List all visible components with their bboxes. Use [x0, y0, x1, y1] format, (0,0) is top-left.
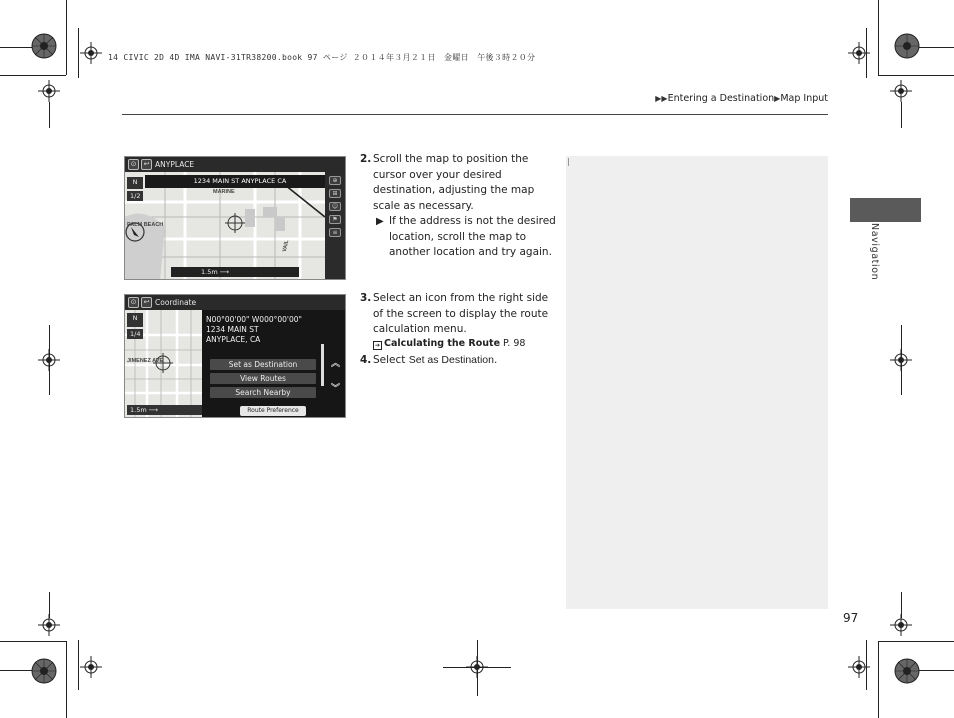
crop-mark [49, 102, 50, 128]
step-3-text: Select an icon from the right side of the screen to display the route calculation menu. [373, 292, 549, 335]
scroll-down-icon[interactable]: ︾ [331, 384, 341, 394]
breadcrumb-arrows: ▶▶ [655, 94, 668, 103]
step-4-text [360, 353, 555, 369]
step-4-number: 4. [360, 354, 372, 366]
scroll-up-icon[interactable]: ︽ [331, 359, 341, 369]
map2-scale-top [127, 329, 143, 339]
breadcrumb-part2[interactable]: Map Input [780, 93, 828, 104]
scale-bar-2-unit: m [140, 406, 147, 414]
map2-scale-top-value: 1/4 [130, 330, 141, 338]
crop-mark [78, 28, 79, 78]
map-label-palm-beach: PALM BEACH [127, 222, 164, 228]
registration-mark-icon [848, 656, 870, 678]
back-icon[interactable]: ↩ [141, 159, 152, 170]
cross-reference[interactable] [373, 338, 525, 350]
screen1-title: ANYPLACE [155, 160, 195, 169]
scale-bar-2-value: 1.5 [130, 406, 141, 414]
registration-mark-icon [38, 80, 60, 102]
step-2-text: Scroll the map to position the cursor over your desired destination, adjusting the map scale as necessary. [373, 153, 535, 212]
map-label-vail: VAIL [281, 239, 291, 253]
search-nearby-button[interactable]: Search Nearby [210, 387, 316, 398]
note-panel [566, 156, 828, 609]
map-tool-icon-3[interactable]: ☺ [329, 202, 341, 211]
step-4-bold: Set as Destination [408, 354, 494, 366]
page-number: 97 [843, 611, 859, 625]
map-menu-icon[interactable]: ⊙ [128, 159, 139, 170]
back-icon-2[interactable]: ↩ [141, 297, 152, 308]
step-4-suffix: . [493, 354, 498, 366]
step-2-number: 2. [360, 153, 372, 165]
registration-mark-icon [38, 614, 60, 636]
map-tool-icon-4[interactable]: ⚑ [329, 215, 341, 224]
scale-bar-2: 1.5m ⟶ [127, 405, 203, 415]
map-tool-icon-2[interactable]: ⊞ [329, 189, 341, 198]
color-target-icon [31, 658, 57, 684]
crop-mark [66, 641, 67, 718]
coordinate-line-3: ANYPLACE, CA [206, 335, 261, 344]
map-scale-top [127, 191, 143, 201]
crop-mark [477, 640, 478, 696]
crop-mark [0, 75, 66, 76]
crop-mark [901, 325, 902, 395]
color-target-icon [894, 658, 920, 684]
scale-bar-1-unit: m [211, 268, 218, 276]
map-tool-icon-1[interactable]: ⊕ [329, 176, 341, 185]
step-3 [360, 291, 555, 338]
map-label-marine: MARINE [213, 189, 235, 195]
cross-reference-page: P. 98 [503, 338, 526, 349]
registration-mark-icon [848, 42, 870, 64]
map-label-street: JIMENEZ AVE [127, 358, 164, 364]
step-4-prefix: Select [373, 354, 409, 366]
map-menu-icon-2[interactable]: ⊙ [128, 297, 139, 308]
step-3-number: 3. [360, 292, 372, 304]
color-target-icon [894, 33, 920, 59]
coordinate-text [206, 315, 302, 345]
map-side-toolbar [325, 172, 345, 280]
crop-mark [66, 0, 67, 75]
screen2-title: Coordinate [155, 298, 197, 307]
set-as-destination-button[interactable]: Set as Destination [210, 359, 316, 370]
crop-mark [49, 325, 50, 395]
breadcrumb-separator: ▶ [774, 94, 781, 103]
crop-mark [901, 102, 902, 128]
view-routes-button[interactable]: View Routes [210, 373, 316, 384]
note-panel-tick [568, 158, 569, 166]
crop-mark [878, 75, 954, 76]
coordinate-info-panel [202, 310, 345, 418]
route-preference-button[interactable]: Route Preference [240, 406, 306, 416]
coordinate-line-1: N00°00'00" W000°00'00" [206, 315, 302, 324]
address-bar: 1234 MAIN ST ANYPLACE CA [145, 175, 335, 188]
cross-reference-label[interactable]: Calculating the Route [384, 338, 501, 349]
menu-scrollbar[interactable] [321, 344, 324, 386]
step-2-note-text: If the address is not the desired location, scroll the map to another location and try again. [389, 215, 556, 258]
scale-bar-1-value: 1.5 [201, 268, 212, 276]
section-tab-label: Navigation [869, 223, 880, 281]
screen2-title-bar [125, 295, 345, 310]
step-4 [360, 353, 555, 369]
registration-mark-icon [890, 80, 912, 102]
crop-mark [878, 0, 879, 75]
step-2-note [376, 214, 556, 261]
note-arrow-icon: ▶ [376, 216, 384, 227]
breadcrumb-part1[interactable]: Entering a Destination [667, 93, 775, 104]
registration-mark-icon [80, 656, 102, 678]
print-header: 14 CIVIC 2D 4D IMA NAVI-31TR38200.book 97 ページ ２０１４年３月２１日 金曜日 午後３時２０分 [108, 53, 536, 62]
screen1-title-bar [125, 157, 345, 172]
north-up-icon-2[interactable]: N [127, 313, 143, 327]
coordinate-line-2: 1234 MAIN ST [206, 325, 259, 334]
crop-mark [878, 641, 954, 642]
north-up-icon[interactable]: N [127, 177, 143, 189]
header-rule [122, 114, 828, 115]
map-scale-top-value: 1/2 [130, 192, 141, 200]
crop-mark [878, 641, 879, 718]
section-tab [850, 198, 921, 222]
crop-mark [78, 640, 79, 690]
breadcrumb [655, 93, 828, 104]
scale-bar-1: 1.5m ⟶ [171, 267, 299, 277]
registration-mark-icon [890, 614, 912, 636]
map-screen-2 [124, 294, 346, 418]
color-target-icon [31, 33, 57, 59]
crop-mark [0, 641, 66, 642]
map-tool-icon-5[interactable]: ≡ [329, 228, 341, 237]
registration-mark-icon [80, 42, 102, 64]
step-2 [360, 152, 555, 214]
map-screen-1 [124, 156, 346, 280]
cross-reference-icon: ➔ [374, 342, 381, 349]
